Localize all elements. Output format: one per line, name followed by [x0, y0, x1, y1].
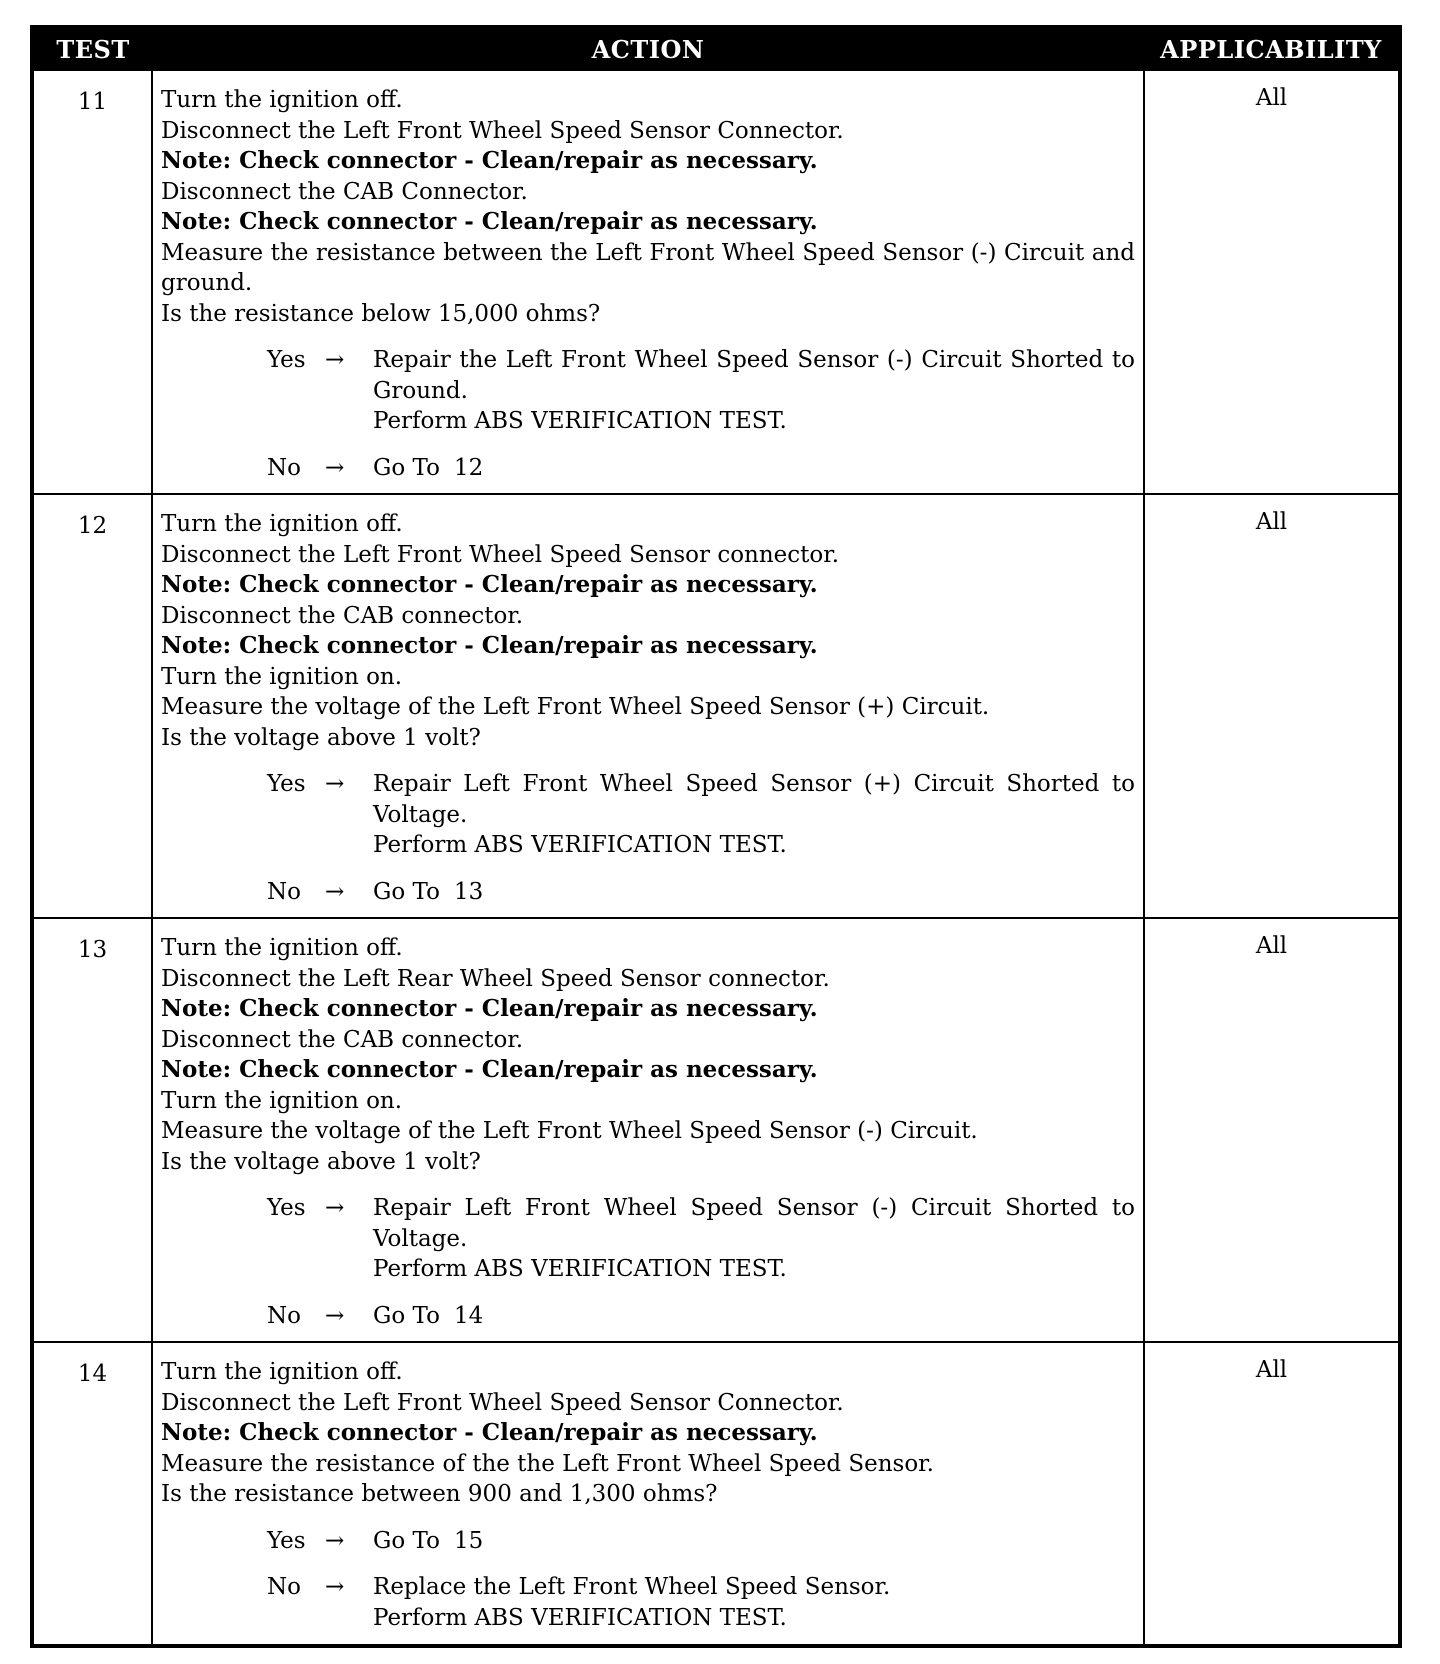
result-line: Repair Left Front Wheel Speed Sensor (+) Circuit Shorted to Voltage.	[373, 771, 1135, 828]
action-step: Disconnect the CAB Connector.	[161, 178, 528, 205]
action-step: Disconnect the CAB connector.	[161, 1026, 524, 1053]
yes-label: Yes	[267, 1527, 306, 1554]
table-row	[32, 918, 1400, 1342]
action-note: Note: Check connector - Clean/repair as necessary.	[161, 571, 818, 598]
diagnostic-test-table	[30, 25, 1402, 1648]
result-line: Repair Left Front Wheel Speed Sensor (-) Circuit Shorted to Voltage.	[373, 1195, 1135, 1252]
action-question: Is the resistance below 15,000 ohms?	[161, 300, 601, 327]
arrow-icon: →	[325, 1574, 345, 1600]
yes-label: Yes	[267, 1195, 306, 1221]
result-line: Perform ABS VERIFICATION TEST.	[373, 1256, 787, 1282]
header-applicability: APPLICABILITY	[1144, 27, 1400, 70]
arrow-icon: →	[325, 771, 345, 797]
applicability-cell: All	[1144, 494, 1400, 918]
goto-text: Go To	[373, 454, 440, 481]
test-number: 12	[32, 494, 152, 918]
arrow-icon: →	[325, 878, 345, 905]
action-note: Note: Check connector - Clean/repair as necessary.	[161, 995, 818, 1022]
goto-text: Go To	[373, 878, 440, 905]
table-row	[32, 1342, 1400, 1646]
applicability-cell: All	[1144, 918, 1400, 1342]
action-question: Is the resistance between 900 and 1,300 ohms?	[161, 1481, 718, 1507]
yes-result	[373, 345, 1135, 437]
yes-branch	[267, 345, 1135, 437]
result-line: Perform ABS VERIFICATION TEST.	[373, 832, 787, 858]
no-result	[373, 1301, 1135, 1332]
action-note: Note: Check connector - Clean/repair as necessary.	[161, 632, 818, 659]
table-header-row	[32, 27, 1400, 70]
no-branch	[267, 1572, 1135, 1633]
action-step: Disconnect the Left Front Wheel Speed Sensor Connector.	[161, 117, 844, 144]
yes-branch	[267, 1526, 1135, 1557]
action-step: Measure the resistance between the Left Front Wheel Speed Sensor (-) Circuit and ground.	[161, 239, 1135, 296]
goto-text: Go To	[373, 1527, 440, 1554]
table-row	[32, 70, 1400, 494]
action-cell	[152, 1342, 1144, 1646]
no-label: No	[267, 1574, 301, 1600]
result-line: Perform ABS VERIFICATION TEST.	[373, 1604, 787, 1631]
yes-result	[373, 1526, 1135, 1557]
no-branch	[267, 1301, 1135, 1332]
yes-result	[373, 1193, 1135, 1285]
header-action: ACTION	[152, 27, 1144, 70]
action-cell	[152, 70, 1144, 494]
applicability-cell: All	[1144, 1342, 1400, 1646]
action-question: Is the voltage above 1 volt?	[161, 724, 481, 751]
arrow-icon: →	[325, 347, 345, 373]
action-step: Turn the ignition on.	[161, 663, 403, 690]
action-note: Note: Check connector - Clean/repair as necessary.	[161, 208, 818, 235]
action-note: Note: Check connector - Clean/repair as necessary.	[161, 147, 818, 174]
result-line: Perform ABS VERIFICATION TEST.	[373, 408, 787, 434]
no-label: No	[267, 454, 301, 481]
action-step: Turn the ignition on.	[161, 1087, 403, 1114]
test-number: 13	[32, 918, 152, 1342]
no-branch	[267, 877, 1135, 908]
action-step: Disconnect the Left Front Wheel Speed Sensor connector.	[161, 541, 840, 568]
action-question: Is the voltage above 1 volt?	[161, 1148, 481, 1175]
no-label: No	[267, 1302, 301, 1329]
action-step: Turn the ignition off.	[161, 511, 403, 537]
result-line: Repair the Left Front Wheel Speed Sensor (-) Circuit Shorted to Ground.	[373, 347, 1135, 404]
arrow-icon: →	[325, 454, 345, 481]
action-cell	[152, 918, 1144, 1342]
test-number: 11	[32, 70, 152, 494]
applicability-cell: All	[1144, 70, 1400, 494]
action-note: Note: Check connector - Clean/repair as necessary.	[161, 1056, 818, 1083]
goto-number: 14	[453, 1302, 484, 1329]
action-note: Note: Check connector - Clean/repair as necessary.	[161, 1419, 818, 1446]
yes-label: Yes	[267, 771, 306, 797]
table-row	[32, 494, 1400, 918]
yes-result	[373, 769, 1135, 861]
no-result	[373, 877, 1135, 908]
action-step: Disconnect the CAB connector.	[161, 602, 524, 629]
action-step: Measure the voltage of the Left Front Wheel Speed Sensor (-) Circuit.	[161, 1118, 978, 1144]
no-label: No	[267, 878, 301, 905]
goto-number: 12	[453, 454, 484, 481]
action-step: Turn the ignition off.	[161, 87, 403, 113]
header-test: TEST	[32, 27, 152, 70]
no-result	[373, 1572, 1135, 1633]
goto-number: 13	[453, 878, 484, 905]
goto-number: 15	[453, 1527, 484, 1554]
no-result	[373, 453, 1135, 484]
action-cell	[152, 494, 1144, 918]
action-step: Turn the ignition off.	[161, 935, 403, 961]
test-number: 14	[32, 1342, 152, 1646]
yes-branch	[267, 1193, 1135, 1285]
arrow-icon: →	[325, 1302, 345, 1329]
result-line: Replace the Left Front Wheel Speed Sensor.	[373, 1574, 891, 1600]
yes-branch	[267, 769, 1135, 861]
action-step: Turn the ignition off.	[161, 1359, 403, 1385]
arrow-icon: →	[325, 1527, 345, 1554]
action-step: Measure the resistance of the the Left Front Wheel Speed Sensor.	[161, 1450, 934, 1477]
no-branch	[267, 453, 1135, 484]
action-step: Disconnect the Left Front Wheel Speed Sensor Connector.	[161, 1389, 844, 1416]
arrow-icon: →	[325, 1195, 345, 1221]
yes-label: Yes	[267, 347, 306, 373]
action-step: Disconnect the Left Rear Wheel Speed Sensor connector.	[161, 965, 830, 992]
action-step: Measure the voltage of the Left Front Wheel Speed Sensor (+) Circuit.	[161, 694, 990, 720]
goto-text: Go To	[373, 1302, 440, 1329]
